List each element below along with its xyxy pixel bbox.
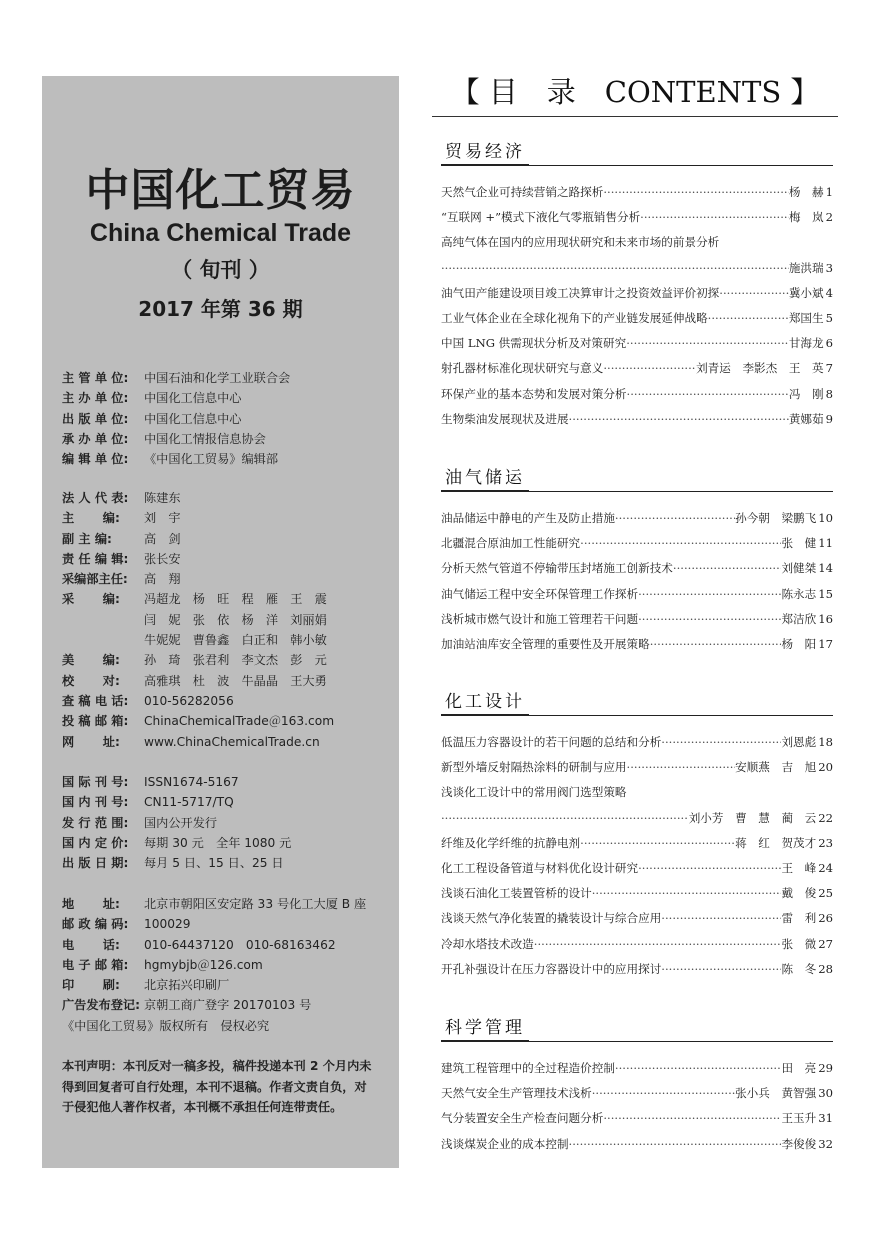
page-number: 31 xyxy=(818,1111,833,1126)
info-value: 100029 xyxy=(144,917,191,932)
page-number: 20 xyxy=(818,760,833,775)
toc-entry[interactable] xyxy=(441,256,833,281)
info-row xyxy=(62,914,366,934)
toc-entry[interactable] xyxy=(441,1056,833,1081)
info-value: 010-56282056 xyxy=(144,693,234,708)
article-title: 浅谈天然气净化装置的撬装设计与综合应用 xyxy=(441,911,662,926)
page-number: 16 xyxy=(818,611,833,626)
article-title: 低温压力容器设计的若干问题的总结和分析 xyxy=(441,735,662,749)
info-value: 高 剑 xyxy=(144,531,181,546)
info-label: 主 编: xyxy=(62,511,120,526)
article-title: 北疆混合原油加工性能研究 xyxy=(441,536,581,551)
toc-entry[interactable] xyxy=(441,1132,833,1157)
leader-dots xyxy=(441,806,689,831)
toc-entry[interactable] xyxy=(441,506,833,531)
article-author: 刘青运 李影杰 王 英 xyxy=(696,361,824,376)
section-title: 科学管理 xyxy=(441,1016,529,1042)
info-row xyxy=(62,955,366,975)
leader-dots xyxy=(708,306,789,331)
info-label: 地 址: xyxy=(62,897,120,911)
toc-entry[interactable] xyxy=(441,556,833,581)
info-value: 每月 5 日、15 日、25 日 xyxy=(144,856,284,871)
leader-dots xyxy=(640,205,789,230)
toc-section xyxy=(441,466,833,657)
info-value: CN11-5717/TQ xyxy=(144,795,234,810)
article-author: 戴 俊 xyxy=(781,886,817,901)
leader-dots xyxy=(650,632,782,657)
leader-dots xyxy=(661,906,781,931)
info-value: 张长安 xyxy=(144,551,181,566)
info-label: 采 编: xyxy=(62,592,120,607)
info-value: 《中国化工贸易》编辑部 xyxy=(144,452,279,467)
info-row xyxy=(62,792,291,812)
leader-dots xyxy=(627,755,736,780)
info-row xyxy=(62,711,334,731)
editorial-staff xyxy=(62,488,334,752)
toc-entry[interactable] xyxy=(441,831,833,856)
page-number: 3 xyxy=(825,260,833,275)
article-title: 天然气企业可持续营销之路探析 xyxy=(441,185,604,199)
article-author: 冀小斌 xyxy=(788,285,824,300)
leader-dots xyxy=(638,856,781,881)
info-label: 印 刷: xyxy=(62,978,120,993)
article-title: 中国 LNG 供需现状分析及对策研究 xyxy=(441,336,627,351)
article-title: 工业气体企业在全球化视角下的产业链发展延伸战略 xyxy=(441,310,708,325)
toc-entry[interactable] xyxy=(441,306,833,331)
info-label: 承 办 单 位: xyxy=(62,431,129,446)
article-author: 刘恩彪 xyxy=(781,735,817,749)
page-number: 5 xyxy=(825,310,833,325)
article-list xyxy=(441,730,833,982)
article-title: 纤维及化学纤维的抗静电剂 xyxy=(441,835,581,850)
article-author: 王玉升 xyxy=(781,1111,817,1126)
page-number: 17 xyxy=(818,636,833,651)
info-row xyxy=(62,935,366,955)
info-value: 京朝工商广登字 20170103 号 xyxy=(144,998,312,1013)
article-list xyxy=(441,506,833,657)
magazine-frequency: （ 旬刊 ） xyxy=(171,258,270,282)
info-label: 广告发布登记: xyxy=(62,998,140,1013)
toc-section xyxy=(441,140,833,432)
info-label: 出 版 日 期: xyxy=(62,856,129,871)
article-author: 郑洁欣 xyxy=(781,611,817,626)
info-label: 采编部主任: xyxy=(62,572,128,587)
article-title: 化工工程设备管道与材料优化设计研究 xyxy=(441,860,639,875)
leader-dots xyxy=(603,1106,781,1131)
info-row xyxy=(62,549,334,569)
article-author: 李俊俊 xyxy=(781,1136,817,1151)
info-value: 闫 妮 张 依 杨 洋 刘丽娟 xyxy=(144,612,327,627)
info-row xyxy=(62,388,290,408)
info-label: 副 主 编: xyxy=(62,531,112,546)
info-value: 北京市朝阳区安定路 33 号化工大厦 B 座 xyxy=(144,897,367,911)
leader-dots xyxy=(580,831,735,856)
article-title: “互联网 +”模式下液化气零瓶销售分析 xyxy=(441,210,641,225)
leader-dots xyxy=(603,180,788,205)
info-label: 出 版 单 位: xyxy=(62,411,129,426)
page-number: 8 xyxy=(825,386,833,401)
info-label: 校 对: xyxy=(62,673,120,688)
info-value: 《中国化工贸易》版权所有 侵权必究 xyxy=(62,1018,270,1033)
article-title: 浅谈化工设计中的常用阀门选型策略 xyxy=(441,785,627,800)
info-label: 投 稿 邮 箱: xyxy=(62,714,129,729)
page-number: 18 xyxy=(818,735,833,749)
info-label: 主 管 单 位: xyxy=(62,371,129,385)
info-value: 中国化工信息中心 xyxy=(144,391,242,406)
section-title: 化工设计 xyxy=(441,690,529,716)
info-row xyxy=(62,449,290,469)
info-label: 责 任 编 辑: xyxy=(62,551,129,566)
info-row xyxy=(62,833,291,853)
info-row xyxy=(62,894,366,914)
toc-entry[interactable] xyxy=(441,932,833,957)
page-number: 1 xyxy=(825,185,833,199)
info-value: 010-64437120 010-68163462 xyxy=(144,937,336,952)
leader-dots xyxy=(569,407,789,432)
info-row xyxy=(62,853,291,873)
article-author: 孙今朝 梁鹏飞 xyxy=(735,511,817,525)
page-number: 25 xyxy=(818,886,833,901)
article-author: 杨 赫 xyxy=(788,185,824,199)
info-label: 法 人 代 表: xyxy=(62,491,129,505)
info-value: www.ChinaChemicalTrade.cn xyxy=(144,734,320,749)
publication-info xyxy=(62,772,291,873)
toc-entry[interactable] xyxy=(441,331,833,356)
info-value: ChinaChemicalTrade＠163.com xyxy=(144,714,335,729)
article-author: 田 亮 xyxy=(781,1061,817,1075)
info-row xyxy=(62,569,334,589)
info-value: 中国化工情报信息协会 xyxy=(144,431,266,446)
page-number: 4 xyxy=(825,285,833,300)
leader-dots xyxy=(638,582,781,607)
toc-entry[interactable] xyxy=(441,957,833,982)
article-author: 梅 岚 xyxy=(788,210,824,225)
info-row xyxy=(62,813,291,833)
article-title: 高纯气体在国内的应用现状研究和未来市场的前景分析 xyxy=(441,235,720,250)
article-author: 黄娜茹 xyxy=(788,411,824,426)
page-number: 28 xyxy=(818,961,833,976)
contents-heading: 【 目 录 CONTENTS 】 xyxy=(432,70,838,117)
info-value: 刘 宇 xyxy=(144,511,181,526)
leader-dots xyxy=(534,932,782,957)
info-row xyxy=(62,772,291,792)
article-title: 油气储运工程中安全环保管理工作探析 xyxy=(441,586,639,601)
info-row xyxy=(62,409,290,429)
article-author: 甘海龙 xyxy=(788,336,824,351)
page-number: 22 xyxy=(818,810,833,825)
page-number: 2 xyxy=(825,210,833,225)
article-title: 浅析城市燃气设计和施工管理若干问题 xyxy=(441,611,639,626)
page-number: 24 xyxy=(818,860,833,875)
toc-entry[interactable] xyxy=(441,881,833,906)
toc-entry[interactable] xyxy=(441,856,833,881)
page-number: 23 xyxy=(818,835,833,850)
info-label: 邮 政 编 码: xyxy=(62,917,129,932)
toc-entry[interactable] xyxy=(441,780,833,805)
article-title: 气分装置安全生产检查问题分析 xyxy=(441,1111,604,1126)
toc-entry[interactable] xyxy=(441,607,833,632)
page-number: 30 xyxy=(818,1086,833,1101)
article-author: 杨 阳 xyxy=(781,636,817,651)
info-row xyxy=(62,488,334,508)
toc-section xyxy=(441,690,833,982)
leader-dots xyxy=(626,331,789,356)
article-title: 射孔器材标准化现状研究与意义 xyxy=(441,361,604,376)
leader-dots xyxy=(592,881,782,906)
info-label: 编 辑 单 位: xyxy=(62,452,129,467)
article-author: 张 微 xyxy=(781,936,817,951)
article-title: 建筑工程管理中的全过程造价控制 xyxy=(441,1061,615,1075)
toc-entry[interactable] xyxy=(441,281,833,306)
info-row xyxy=(62,610,334,630)
article-title: 分析天然气管道不停输带压封堵施工创新技术 xyxy=(441,561,673,576)
page-number: 6 xyxy=(825,336,833,351)
info-row xyxy=(62,671,334,691)
contact-info xyxy=(62,894,366,1036)
info-label: 网 址: xyxy=(62,734,120,749)
leader-dots xyxy=(661,957,781,982)
info-label: 发 行 范 围: xyxy=(62,815,129,830)
info-label: 电 子 邮 箱: xyxy=(62,957,129,972)
info-value: 高 翔 xyxy=(144,572,181,587)
article-title: 新型外墙反射隔热涂料的研制与应用 xyxy=(441,760,627,775)
toc-entry[interactable] xyxy=(441,906,833,931)
leader-dots xyxy=(673,556,782,581)
info-value: hgmybjb＠126.com xyxy=(144,957,263,972)
toc-entry[interactable] xyxy=(441,230,833,255)
magazine-issue: 2017 年第 36 期 xyxy=(138,297,303,321)
article-author: 施洪瑞 xyxy=(788,260,824,275)
info-row xyxy=(62,975,366,995)
leader-dots xyxy=(719,281,789,306)
toc-entry[interactable] xyxy=(441,531,833,556)
info-row xyxy=(62,691,334,711)
info-value: 冯超龙 杨 旺 程 雁 王 震 xyxy=(144,592,327,607)
info-value: 中国石油和化学工业联合会 xyxy=(144,371,291,385)
article-title: 生物柴油发展现状及进展 xyxy=(441,411,569,426)
article-title: 油气田产能建设项目竣工决算审计之投资效益评价初探 xyxy=(441,285,720,300)
article-title: 开孔补强设计在压力容器设计中的应用探讨 xyxy=(441,961,662,976)
toc-section xyxy=(441,1016,833,1157)
toc-entry[interactable] xyxy=(441,382,833,407)
info-label: 查 稿 电 话: xyxy=(62,693,129,708)
leader-dots xyxy=(592,1081,735,1106)
article-author: 陈永志 xyxy=(781,586,817,601)
article-author: 冯 刚 xyxy=(788,386,824,401)
info-label: 主 办 单 位: xyxy=(62,391,129,406)
section-title: 油气储运 xyxy=(441,466,529,492)
article-author: 刘健桀 xyxy=(781,561,817,576)
leader-dots xyxy=(603,356,696,381)
section-title: 贸易经济 xyxy=(441,140,529,166)
info-row xyxy=(62,1016,366,1036)
page-number: 9 xyxy=(825,411,833,426)
leader-dots xyxy=(638,607,781,632)
leader-dots xyxy=(569,1132,782,1157)
leader-dots xyxy=(580,531,781,556)
article-author: 蒋 红 贺茂才 xyxy=(735,835,817,850)
article-author: 刘小芳 曹 慧 蔺 云 xyxy=(688,810,817,825)
toc-entry[interactable] xyxy=(441,1106,833,1131)
leader-dots xyxy=(615,506,735,531)
article-title: 加油站油库安全管理的重要性及开展策略 xyxy=(441,636,650,651)
info-row xyxy=(62,429,290,449)
article-list xyxy=(441,180,833,432)
toc-entry[interactable] xyxy=(441,632,833,657)
info-label: 电 话: xyxy=(62,937,120,952)
article-author: 王 峰 xyxy=(781,860,817,875)
info-value: 陈建东 xyxy=(144,491,181,505)
leader-dots xyxy=(615,1056,782,1081)
toc-entry[interactable] xyxy=(441,755,833,780)
leader-dots xyxy=(627,382,789,407)
info-row xyxy=(62,732,334,752)
publisher-info xyxy=(62,368,290,469)
page-number: 26 xyxy=(818,911,833,926)
toc-entry[interactable] xyxy=(441,407,833,432)
info-row xyxy=(62,508,334,528)
info-row xyxy=(62,630,334,650)
toc-entry[interactable] xyxy=(441,582,833,607)
magazine-title-en: China Chemical Trade xyxy=(89,219,352,247)
info-value: 国内公开发行 xyxy=(144,815,218,830)
page-number: 32 xyxy=(818,1136,833,1151)
article-title: 油品储运中静电的产生及防止措施 xyxy=(441,511,615,525)
article-title: 环保产业的基本态势和发展对策分析 xyxy=(441,386,627,401)
info-value: ISSN1674-5167 xyxy=(144,775,239,789)
magazine-title-cn: 中国化工贸易 xyxy=(85,165,356,216)
article-title: 浅谈煤炭企业的成本控制 xyxy=(441,1136,569,1151)
toc-entry[interactable] xyxy=(441,205,833,230)
info-row xyxy=(62,995,366,1015)
article-list xyxy=(441,1056,833,1157)
page-number: 15 xyxy=(818,586,833,601)
toc-entry[interactable] xyxy=(441,730,833,755)
toc-entry[interactable] xyxy=(441,356,833,381)
info-row xyxy=(62,529,334,549)
page-number: 27 xyxy=(818,936,833,951)
page-number: 10 xyxy=(818,511,833,525)
article-author: 安顺燕 吉 旭 xyxy=(735,760,817,775)
masthead-panel xyxy=(42,76,399,1168)
article-title: 冷却水塔技术改造 xyxy=(441,936,534,951)
info-row xyxy=(62,368,290,388)
page-number: 11 xyxy=(818,536,833,551)
article-author: 雷 利 xyxy=(781,911,817,926)
article-author: 陈 冬 xyxy=(781,961,817,976)
page-number: 14 xyxy=(818,561,833,576)
info-row xyxy=(62,589,334,609)
info-label: 国 际 刊 号: xyxy=(62,775,129,789)
toc-entry[interactable] xyxy=(441,180,833,205)
article-title: 天然气安全生产管理技术浅析 xyxy=(441,1086,592,1101)
toc-entry[interactable] xyxy=(441,806,833,831)
article-author: 郑国生 xyxy=(788,310,824,325)
page-number: 7 xyxy=(825,361,833,376)
info-value: 每期 30 元 全年 1080 元 xyxy=(144,835,292,850)
leader-dots xyxy=(441,256,789,281)
info-value: 中国化工信息中心 xyxy=(144,411,242,426)
info-label: 美 编: xyxy=(62,653,120,668)
toc-entry[interactable] xyxy=(441,1081,833,1106)
article-author: 张小兵 黄智强 xyxy=(735,1086,817,1101)
info-label: 国 内 定 价: xyxy=(62,835,129,850)
info-value: 北京拓兴印刷厂 xyxy=(144,978,230,993)
article-author: 张 健 xyxy=(781,536,817,551)
copyright-notice: 本刊声明：本刊反对一稿多投，稿件投递本刊 2 个月内未得到回复者可自行处理，本刊不退稿。作者文责自负，对于侵犯他人著作权者，本刊概不承担任何连带责任。 xyxy=(62,1059,372,1114)
info-value: 孙 琦 张君利 李文杰 彭 元 xyxy=(144,653,327,668)
info-value: 牛妮妮 曹鲁鑫 白正和 韩小敏 xyxy=(144,633,327,648)
info-label: 国 内 刊 号: xyxy=(62,795,129,810)
article-title: 浅谈石油化工装置管桥的设计 xyxy=(441,886,592,901)
page-number: 29 xyxy=(818,1061,833,1075)
info-value: 高雅琪 杜 波 牛晶晶 王大勇 xyxy=(144,673,327,688)
info-row xyxy=(62,650,334,670)
leader-dots xyxy=(661,730,781,755)
